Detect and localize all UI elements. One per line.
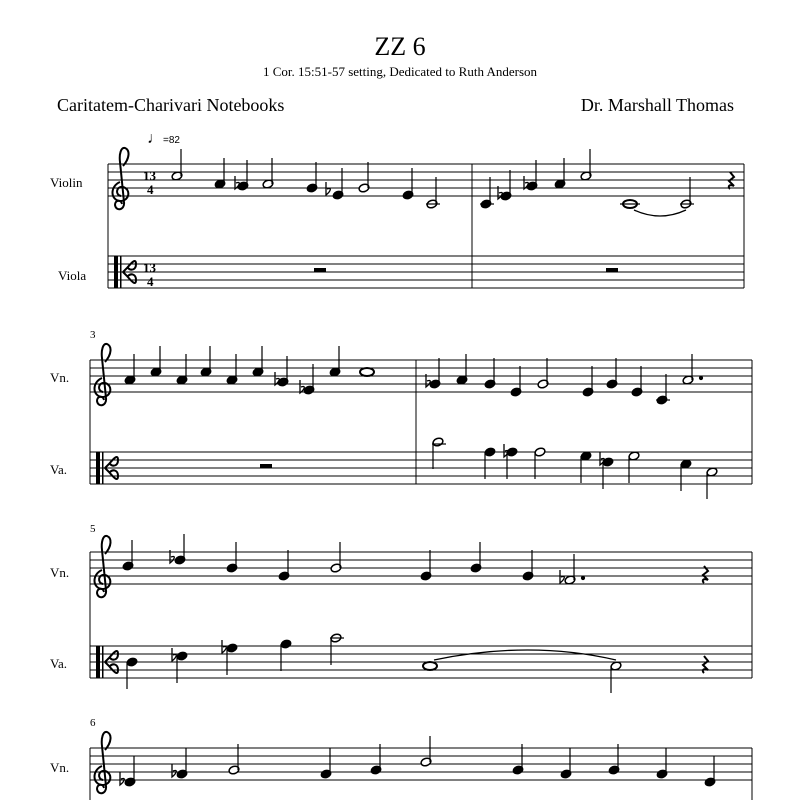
system-2 — [50, 329, 752, 499]
score-composer: Dr. Marshall Thomas — [580, 95, 734, 115]
measure-number: 5 — [90, 523, 96, 535]
time-sig-top: 13 — [143, 168, 156, 183]
viola-label: Viola — [58, 268, 87, 283]
system-3 — [50, 523, 752, 693]
system-4 — [50, 717, 752, 800]
viola-label: Va. — [50, 462, 67, 477]
tempo-marking: ♩=82 — [147, 130, 180, 147]
violin-label: Vn. — [50, 565, 70, 580]
system-1 — [50, 130, 744, 289]
violin-label: Violin — [50, 175, 83, 190]
time-sig-bottom: 4 — [147, 274, 154, 289]
time-sig-bottom: 4 — [147, 182, 154, 197]
score-subtitle: 1 Cor. 15:51-57 setting, Dedicated to Ruth Anderson — [262, 64, 538, 79]
measure-number: 3 — [90, 329, 96, 341]
violin-label: Vn. — [50, 760, 70, 775]
violin-label: Vn. — [50, 370, 70, 385]
score-title: ZZ 6 — [374, 32, 426, 61]
viola-label: Va. — [50, 656, 67, 671]
measure-number: 6 — [90, 717, 96, 729]
score-lyricist: Caritatem-Charivari Notebooks — [57, 95, 285, 115]
time-sig-top: 13 — [143, 260, 156, 275]
